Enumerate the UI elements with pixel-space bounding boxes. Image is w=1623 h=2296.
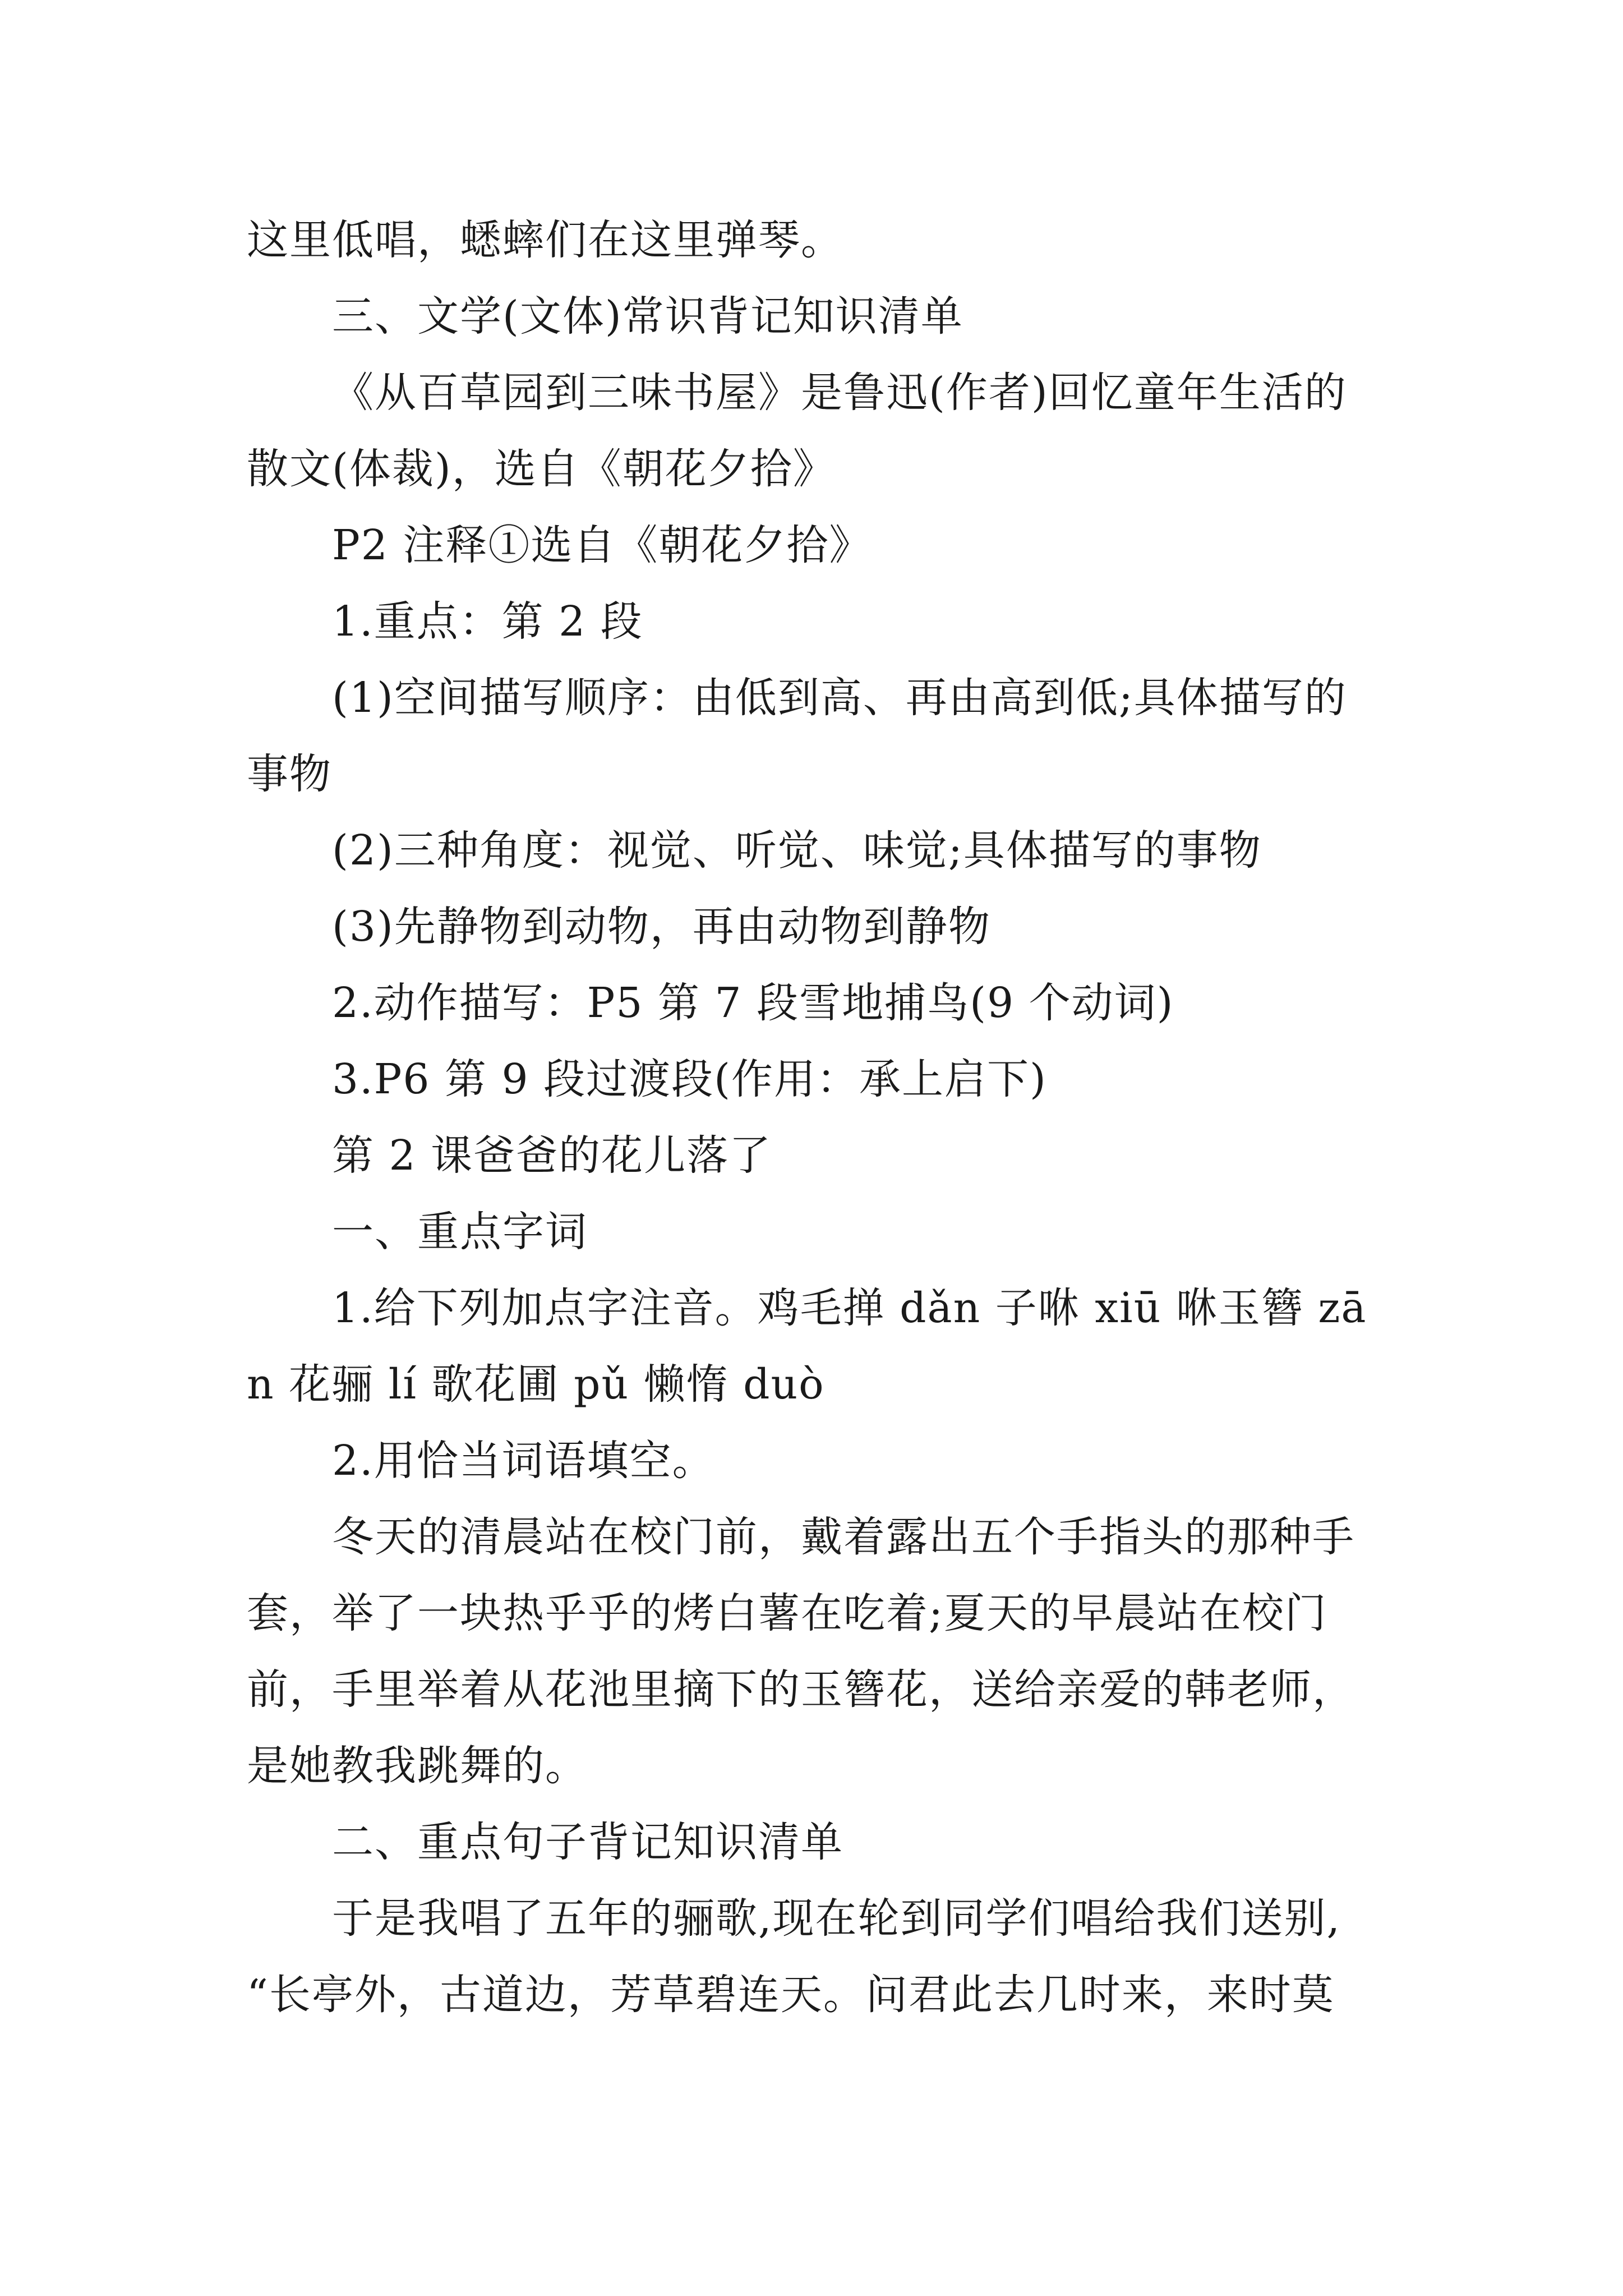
text-line-23: 于是我唱了五年的骊歌,现在轮到同学们唱给我们送别, bbox=[332, 1894, 1341, 1943]
text-line-8: 事物 bbox=[247, 750, 332, 798]
text-line-17: 2.用恰当词语填空。 bbox=[332, 1437, 715, 1485]
text-line-20: 前，手里举着从花池里摘下的玉簪花，送给亲爱的韩老师， bbox=[247, 1665, 1355, 1714]
text-line-18: 冬天的清晨站在校门前，戴着露出五个手指头的那种手 bbox=[332, 1513, 1355, 1561]
section-heading-key-sentences: 二、重点句子背记知识清单 bbox=[332, 1818, 843, 1866]
text-line-6: 1.重点：第 2 段 bbox=[332, 597, 643, 646]
text-line-3: 《从百草园到三味书屋》是鲁迅(作者)回忆童年生活的 bbox=[332, 369, 1347, 417]
text-line-16: n 花骊 lí 歌花圃 pǔ 懒惰 duò bbox=[247, 1360, 825, 1409]
text-line-1: 这里低唱，蟋蟀们在这里弹琴。 bbox=[247, 216, 843, 264]
section-heading-key-words: 一、重点字词 bbox=[332, 1208, 588, 1256]
text-line-10: (3)先静物到动物，再由动物到静物 bbox=[332, 903, 991, 951]
text-line-12: 3.P6 第 9 段过渡段(作用：承上启下) bbox=[332, 1055, 1047, 1103]
text-line-9: (2)三种角度：视觉、听觉、味觉;具体描写的事物 bbox=[332, 826, 1262, 875]
document-body bbox=[247, 202, 1388, 2033]
text-line-24: “长亭外，古道边，芳草碧连天。问君此去几时来，来时莫 bbox=[247, 1971, 1335, 2019]
text-line-4: 散文(体裁)，选自《朝花夕拾》 bbox=[247, 445, 836, 493]
text-line-7: (1)空间描写顺序：由低到高、再由高到低;具体描写的 bbox=[332, 674, 1347, 722]
text-line-21: 是她教我跳舞的。 bbox=[247, 1742, 588, 1790]
text-line-11: 2.动作描写：P5 第 7 段雪地捕鸟(9 个动词) bbox=[332, 979, 1174, 1027]
lesson-heading: 第 2 课爸爸的花儿落了 bbox=[332, 1131, 772, 1180]
section-heading-literary-knowledge: 三、文学(文体)常识背记知识清单 bbox=[332, 292, 963, 341]
text-line-5: P2 注释①选自《朝花夕拾》 bbox=[332, 521, 872, 569]
text-line-15: 1.给下列加点字注音。鸡毛掸 dǎn 子咻 xiū 咻玉簪 zā bbox=[332, 1284, 1367, 1332]
text-line-19: 套，举了一块热乎乎的烤白薯在吃着;夏天的早晨站在校门 bbox=[247, 1589, 1327, 1637]
